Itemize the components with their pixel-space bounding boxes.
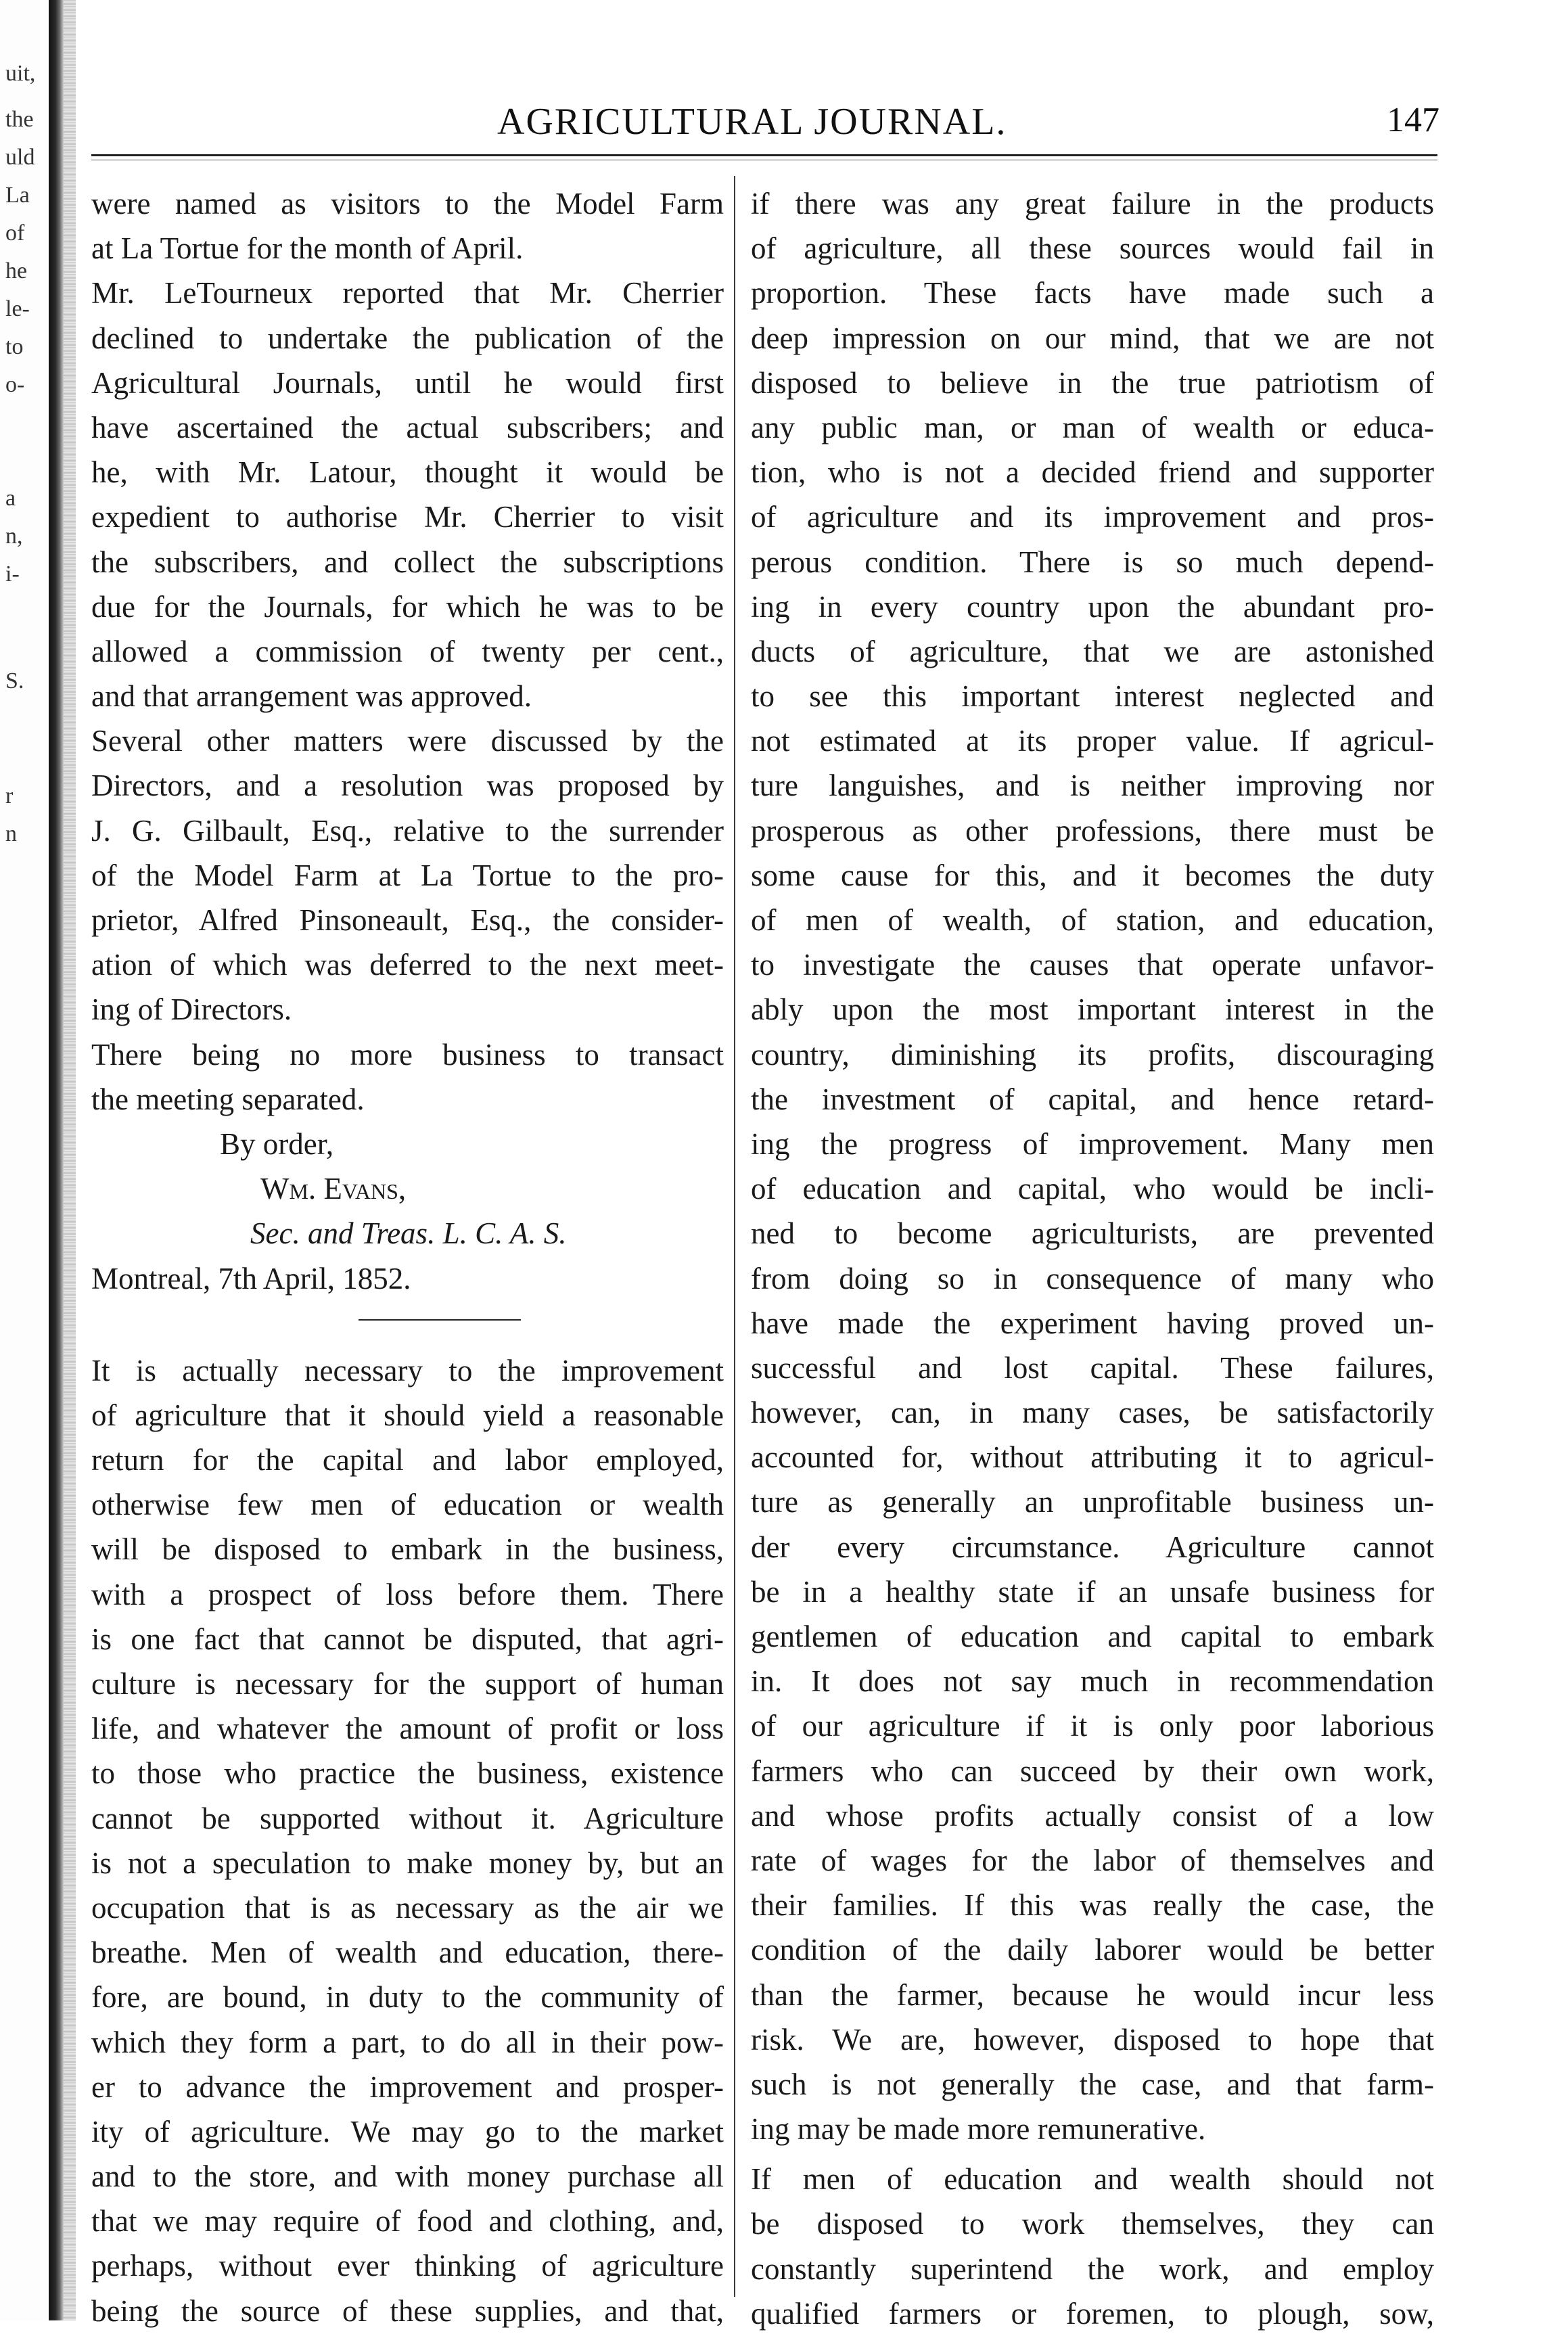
text-line: to investigate the causes that operate unfavor- xyxy=(751,948,1434,982)
text-line: of agriculture that it should yield a reasonable xyxy=(91,1398,724,1432)
header-rule xyxy=(91,154,1437,156)
text-line: ture as generally an unprofitable business un- xyxy=(751,1485,1434,1519)
signature-by-order: By order, xyxy=(220,1126,334,1161)
text-line: ing of Directors. xyxy=(91,992,292,1027)
margin-fragment: uit, xyxy=(5,61,36,86)
column-divider xyxy=(734,176,735,2297)
text-line: rate of wages for the labor of themselves and xyxy=(751,1843,1434,1877)
paragraph-other-matters xyxy=(91,718,724,1032)
margin-fragment: of xyxy=(5,221,25,246)
margin-fragment: uld xyxy=(5,145,35,170)
text-line: ned to become agriculturists, are prevented xyxy=(751,1216,1434,1251)
text-line: be in a healthy state if an unsafe business for xyxy=(751,1574,1434,1609)
journal-title: AGRICULTURAL JOURNAL. xyxy=(497,101,1007,143)
text-line: Mr. LeTourneux reported that Mr. Cherrier xyxy=(91,276,724,311)
text-line: from doing so in consequence of many who xyxy=(751,1261,1434,1296)
text-line: in. It does not say much in recommendation xyxy=(751,1664,1434,1699)
text-line: successful and lost capital. These failures, xyxy=(751,1350,1434,1385)
text-line: return for the capital and labor employed, xyxy=(91,1443,724,1478)
text-line: culture is necessary for the support of human xyxy=(91,1667,724,1701)
text-line: of our agriculture if it is only poor laborious xyxy=(751,1709,1434,1743)
text-line: ing may be made more remunerative. xyxy=(751,2112,1206,2147)
text-line: due for the Journals, for which he was to be xyxy=(91,589,724,624)
text-line: tion, who is not a decided friend and supporter xyxy=(751,455,1434,490)
text-line: of agriculture, all these sources would fail in xyxy=(751,231,1434,266)
signature-name: Wm. Evans, xyxy=(260,1172,407,1206)
text-line: the investment of capital, and hence retard- xyxy=(751,1082,1434,1116)
text-line: any public man, or man of wealth or educa- xyxy=(751,410,1434,444)
text-line: some cause for this, and it becomes the duty xyxy=(751,858,1434,892)
left-column xyxy=(91,181,724,2333)
text-line: deep impression on our mind, that we are not xyxy=(751,321,1434,355)
text-line: accounted for, without attributing it to agricul- xyxy=(751,1440,1434,1475)
text-line: that we may require of food and clothing, and, xyxy=(91,2204,724,2239)
text-line: however, can, in many cases, be satisfactorily xyxy=(751,1396,1434,1430)
signature-title: Sec. and Treas. L. C. A. S. xyxy=(250,1216,567,1251)
text-line: to see this important interest neglected and xyxy=(751,679,1434,714)
text-line: ducts of agriculture, that we are astonished xyxy=(751,634,1434,668)
text-line: cannot be supported without it. Agriculture xyxy=(91,1801,724,1835)
text-line: qualified farmers or foremen, to plough, sow, xyxy=(751,2296,1434,2331)
binding-shadow xyxy=(49,0,64,2320)
margin-fragment: o- xyxy=(5,372,25,397)
text-line: occupation that is as necessary as the air we xyxy=(91,1890,724,1925)
dateline: Montreal, 7th April, 1852. xyxy=(91,1261,411,1296)
text-line: at La Tortue for the month of April. xyxy=(91,231,524,266)
text-line: farmers who can succeed by their own work, xyxy=(751,1754,1434,1788)
margin-fragment: La xyxy=(5,183,30,208)
margin-fragment: n, xyxy=(5,524,23,549)
text-line: There being no more business to transact xyxy=(91,1037,724,1072)
text-line: country, diminishing its profits, discouraging xyxy=(751,1037,1434,1072)
margin-fragment: the xyxy=(5,107,34,132)
text-line: of agriculture and its improvement and pros- xyxy=(751,500,1434,534)
running-head xyxy=(0,100,1568,154)
text-line: is not a speculation to make money by, but an xyxy=(91,1846,724,1880)
text-line: the meeting separated. xyxy=(91,1082,365,1116)
text-line: ing in every country upon the abundant pro- xyxy=(751,589,1434,624)
text-line: fore, are bound, in duty to the community of xyxy=(91,1980,724,2015)
text-line: than the farmer, because he would incur less xyxy=(751,1977,1434,2012)
paragraph-letourneux-report xyxy=(91,271,724,718)
margin-fragment: le- xyxy=(5,296,30,321)
text-line: were named as visitors to the Model Farm xyxy=(91,187,724,221)
text-line: with a prospect of loss before them. There xyxy=(91,1577,724,1611)
text-line: to those who practice the business, existence xyxy=(91,1756,724,1791)
text-line: condition of the daily laborer would be better xyxy=(751,1933,1434,1967)
text-line: such is not generally the case, and that farm- xyxy=(751,2067,1434,2101)
text-line: their families. If this was really the case, the xyxy=(751,1888,1434,1923)
text-line: It is actually necessary to the improvement xyxy=(91,1353,724,1388)
text-line: not estimated at its proper value. If agricul- xyxy=(751,724,1434,758)
text-line: allowed a commission of twenty per cent., xyxy=(91,634,724,668)
text-line: perhaps, without ever thinking of agriculture xyxy=(91,2249,724,2283)
binding-texture xyxy=(64,0,76,2320)
text-line: life, and whatever the amount of profit or loss xyxy=(91,1712,724,1746)
text-line: constantly superintend the work, and employ xyxy=(751,2251,1434,2286)
text-line: If men of education and wealth should not xyxy=(751,2162,1434,2197)
signature-block xyxy=(91,1122,724,1256)
text-line: prosperous as other professions, there must be xyxy=(751,813,1434,848)
text-line: and that arrangement was approved. xyxy=(91,679,532,714)
text-line: proportion. These facts have made such a xyxy=(751,276,1434,311)
text-line: ture languishes, and is neither improving nor xyxy=(751,769,1434,803)
text-line: ably upon the most important interest in the xyxy=(751,992,1434,1027)
text-line: have ascertained the actual subscribers; and xyxy=(91,410,724,444)
margin-fragment: a xyxy=(5,486,16,511)
text-line: er to advance the improvement and prosper- xyxy=(91,2069,724,2104)
margin-fragment: S. xyxy=(5,668,24,693)
paragraph-agriculture-return xyxy=(91,1348,724,2333)
text-line: der every circumstance. Agriculture cannot xyxy=(751,1530,1434,1564)
text-line: and whose profits actually consist of a low xyxy=(751,1798,1434,1833)
right-column xyxy=(751,181,1434,2336)
margin-fragment: to xyxy=(5,334,24,359)
text-line: ity of agriculture. We may go to the market xyxy=(91,2114,724,2149)
text-line: disposed to believe in the true patriotism of xyxy=(751,365,1434,400)
text-line: he, with Mr. Latour, thought it would be xyxy=(91,455,724,490)
text-line: of education and capital, who would be incli- xyxy=(751,1172,1434,1206)
text-line: breathe. Men of wealth and education, there- xyxy=(91,1936,724,1970)
text-line: of men of wealth, of station, and education, xyxy=(751,903,1434,937)
text-line: of the Model Farm at La Tortue to the pro- xyxy=(91,858,724,892)
text-line: Several other matters were discussed by the xyxy=(91,724,724,758)
text-line: is one fact that cannot be disputed, that agri- xyxy=(91,1622,724,1656)
text-line: ing the progress of improvement. Many men xyxy=(751,1126,1434,1161)
paragraph-superintend xyxy=(751,2157,1434,2336)
text-line: prietor, Alfred Pinsoneault, Esq., the consider- xyxy=(91,903,724,937)
text-line: ation of which was deferred to the next meet- xyxy=(91,948,724,982)
margin-fragment: r xyxy=(5,783,14,808)
paragraph-visitors xyxy=(91,181,724,271)
paragraph-patriotism xyxy=(751,181,1434,2151)
text-line: expedient to authorise Mr. Cherrier to visit xyxy=(91,500,724,534)
margin-fragment: i- xyxy=(5,562,20,587)
text-line: the subscribers, and collect the subscriptions xyxy=(91,545,724,579)
text-line: and to the store, and with money purchase all xyxy=(91,2159,724,2194)
text-line: otherwise few men of education or wealth xyxy=(91,1488,724,1522)
margin-fragment: n xyxy=(5,821,17,846)
paragraph-meeting-separated xyxy=(91,1032,724,1122)
text-line: declined to undertake the publication of the xyxy=(91,321,724,355)
text-line: will be disposed to embark in the business, xyxy=(91,1532,724,1567)
margin-fragment: he xyxy=(5,258,28,283)
text-line: have made the experiment having proved un- xyxy=(751,1306,1434,1340)
previous-page-edge xyxy=(0,0,47,2320)
text-line: Agricultural Journals, until he would first xyxy=(91,365,724,400)
text-line: which they form a part, to do all in their pow- xyxy=(91,2025,724,2059)
text-line: gentlemen of education and capital to embark xyxy=(751,1620,1434,1653)
text-line: if there was any great failure in the products xyxy=(751,187,1434,221)
page-number: 147 xyxy=(1387,101,1439,139)
text-line: risk. We are, however, disposed to hope that xyxy=(751,2022,1434,2057)
text-line: being the source of these supplies, and that, xyxy=(91,2293,724,2328)
text-line: be disposed to work themselves, they can xyxy=(751,2207,1434,2241)
text-line: Directors, and a resolution was proposed by xyxy=(91,769,724,803)
text-line: J. G. Gilbault, Esq., relative to the surrender xyxy=(91,813,724,848)
text-line: perous condition. There is so much depend- xyxy=(751,545,1434,579)
